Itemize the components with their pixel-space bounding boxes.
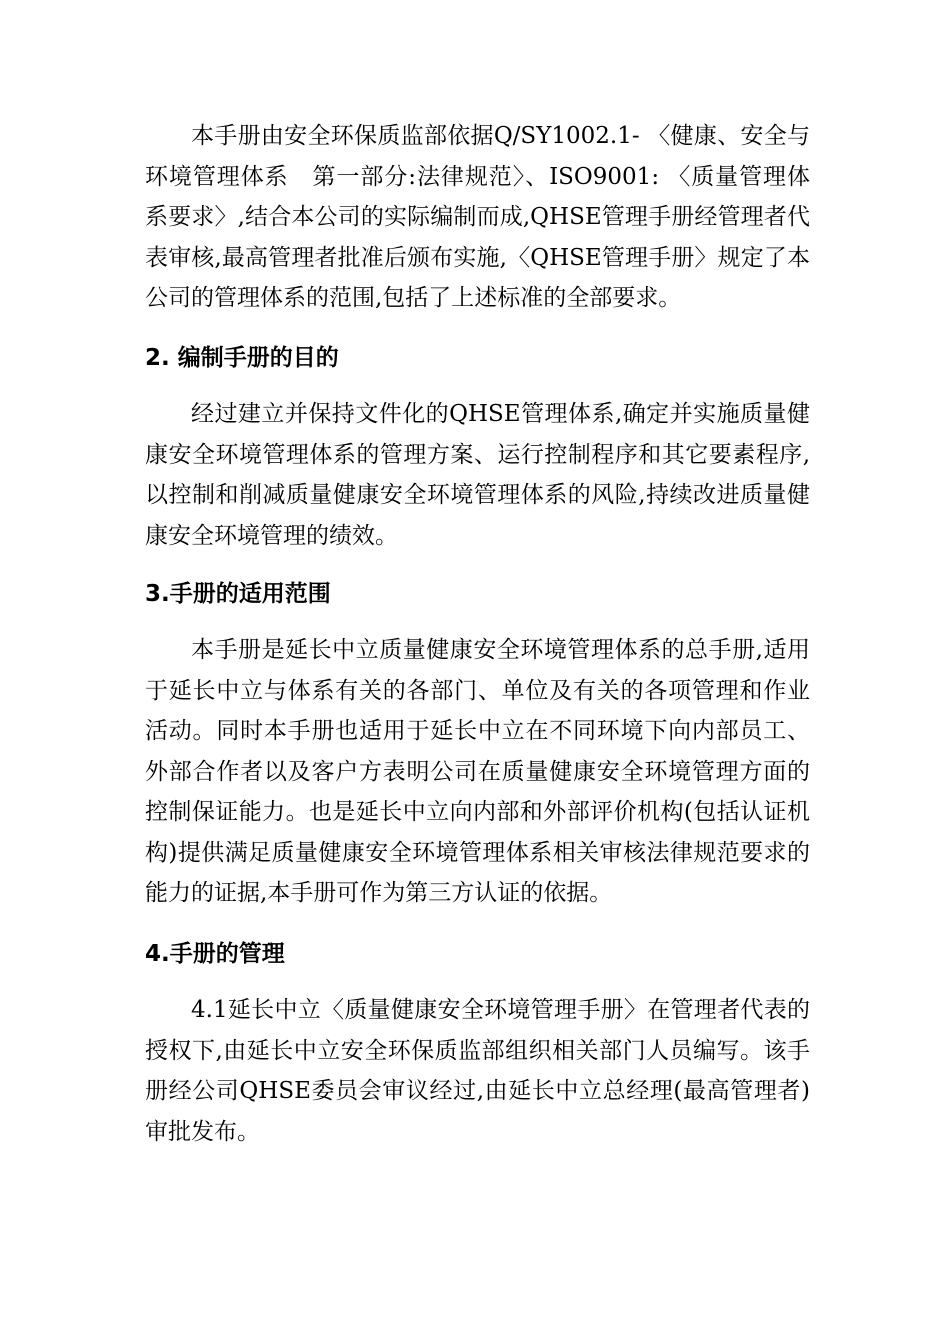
section-number: 3. [145,581,170,607]
section-body-2: 经过建立并保持文件化的QHSE管理体系,确定并实施质量健康安全环境管理体系的管理方案、运行控制程序和其它要素程序,以控制和削减质量健康安全环境管理体系的风险,持续改进质量健康安全环境管理的绩效。 [145,401,810,549]
section-title: 编制手册的目的 [177,345,339,371]
section-body-4: 4.1延长中立〈质量健康安全环境管理手册〉在管理者代表的授权下,由延长中立安全环保质监部组织相关部门人员编写。该手册经公司QHSE委员会审议经过,由延长中立总经理(最高管理者)审批发布。 [145,997,810,1145]
section-number: 4. [145,941,170,967]
section-title: 手册的适用范围 [169,581,331,607]
section-title: 手册的管理 [169,941,285,967]
section-heading-3 [145,574,810,614]
section-heading-4 [145,934,810,974]
section-body-3: 本手册是延长中立质量健康安全环境管理体系的总手册,适用于延长中立与体系有关的各部门、单位及有关的各项管理和作业活动。同时本手册也适用于延长中立在不同环境下向内部员工、外部合作者以及客户方表明公司在质量健康安全环境管理方面的控制保证能力。也是延长中立向内部和外部评价机构(包括认证机构)提供满足质量健康安全环境管理体系相关审核法律规范要求的能力的证据,本手册可作为第三方认证的依据。 [145,637,810,906]
intro-paragraph: 本手册由安全环保质监部依据Q/SY1002.1- 〈健康、安全与环境管理体系 第一部分:法律规范〉、ISO9001: 〈质量管理体系要求〉,结合本公司的实际编制而成,QHSE管理手册经管理者代表审核,最高管理者批准后颁布实施,〈QHSE管理手册〉规定了本公司的管理体系的范围,包括了上述标准的全部要求。 [145,123,810,311]
section-heading-2 [145,338,810,378]
section-number: 2. [145,345,170,371]
